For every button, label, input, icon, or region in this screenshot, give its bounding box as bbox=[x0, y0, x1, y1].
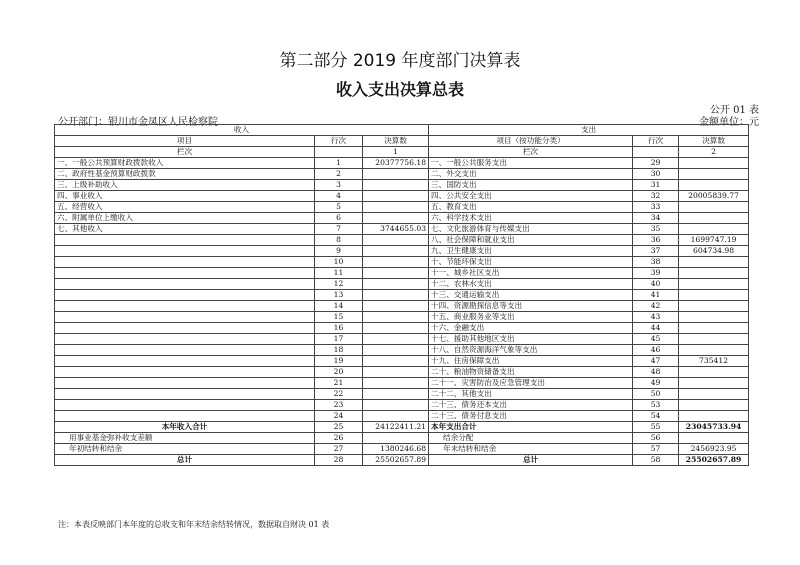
income-item bbox=[55, 345, 315, 356]
table-row bbox=[55, 246, 749, 257]
table-row bbox=[55, 180, 749, 191]
grand-expense-label: 总计 bbox=[429, 455, 633, 466]
expense-item: 五、教育支出 bbox=[429, 202, 633, 213]
expense-amount bbox=[679, 389, 749, 400]
form-number: 公开 01 表 bbox=[709, 105, 759, 116]
income-item bbox=[55, 290, 315, 301]
expense-amount bbox=[679, 290, 749, 301]
expense-amount bbox=[679, 213, 749, 224]
expense-row-no: 54 bbox=[633, 411, 679, 422]
income-header: 收入 bbox=[55, 125, 429, 136]
expense-amount bbox=[679, 202, 749, 213]
income-amount bbox=[363, 301, 429, 312]
total-income-no: 25 bbox=[315, 422, 363, 433]
expense-row-no: 37 bbox=[633, 246, 679, 257]
expense-item: 八、社会保障和就业支出 bbox=[429, 235, 633, 246]
income-amount bbox=[363, 257, 429, 268]
grand-total-row bbox=[55, 455, 749, 466]
distribution-label: 结余分配 bbox=[429, 433, 633, 444]
expense-item: 十三、交通运输支出 bbox=[429, 290, 633, 301]
income-amount bbox=[363, 213, 429, 224]
grand-expense-amount: 25502657.89 bbox=[679, 455, 749, 466]
expense-amount bbox=[679, 257, 749, 268]
expense-amount bbox=[679, 268, 749, 279]
expense-item: 十、节能环保支出 bbox=[429, 257, 633, 268]
expense-row-no: 33 bbox=[633, 202, 679, 213]
table-row bbox=[55, 169, 749, 180]
expense-row-no: 45 bbox=[633, 334, 679, 345]
expense-amount bbox=[679, 345, 749, 356]
expense-row-no: 30 bbox=[633, 169, 679, 180]
expense-item: 十二、农林水支出 bbox=[429, 279, 633, 290]
table-row bbox=[55, 202, 749, 213]
table-row bbox=[55, 224, 749, 235]
expense-row-no: 42 bbox=[633, 301, 679, 312]
expense-amount bbox=[679, 169, 749, 180]
income-amount bbox=[363, 323, 429, 334]
expense-item: 二、外交支出 bbox=[429, 169, 633, 180]
expense-row-no: 29 bbox=[633, 158, 679, 169]
income-row-no: 6 bbox=[315, 213, 363, 224]
table-row bbox=[55, 213, 749, 224]
seq-expense: 2 bbox=[679, 147, 749, 158]
expense-item: 十一、城乡社区支出 bbox=[429, 268, 633, 279]
total-expense-label: 本年支出合计 bbox=[429, 422, 633, 433]
income-amount bbox=[363, 345, 429, 356]
carry-out-label: 年末结转和结余 bbox=[429, 444, 633, 455]
expense-row-no: 39 bbox=[633, 268, 679, 279]
expense-row-no: 44 bbox=[633, 323, 679, 334]
total-expense-amount: 23045733.94 bbox=[679, 422, 749, 433]
expense-amount bbox=[679, 334, 749, 345]
expense-amount: 1699747.19 bbox=[679, 235, 749, 246]
grand-expense-no: 58 bbox=[633, 455, 679, 466]
expense-row-no: 35 bbox=[633, 224, 679, 235]
reserve-row bbox=[55, 433, 749, 444]
grand-income-amount: 25502657.89 bbox=[363, 455, 429, 466]
expense-row-no: 47 bbox=[633, 356, 679, 367]
income-row-no: 21 bbox=[315, 378, 363, 389]
col-item: 项目 bbox=[55, 136, 315, 147]
seq-income: 1 bbox=[363, 147, 429, 158]
table-row bbox=[55, 389, 749, 400]
income-row-no: 2 bbox=[315, 169, 363, 180]
income-row-no: 19 bbox=[315, 356, 363, 367]
income-amount bbox=[363, 378, 429, 389]
expense-row-no: 40 bbox=[633, 279, 679, 290]
expense-amount bbox=[679, 301, 749, 312]
income-item bbox=[55, 279, 315, 290]
income-amount: 3744655.03 bbox=[363, 224, 429, 235]
income-row-no: 5 bbox=[315, 202, 363, 213]
income-item: 六、附属单位上缴收入 bbox=[55, 213, 315, 224]
income-row-no: 14 bbox=[315, 301, 363, 312]
income-row-no: 4 bbox=[315, 191, 363, 202]
expense-row-no: 49 bbox=[633, 378, 679, 389]
income-item bbox=[55, 268, 315, 279]
sequence-row bbox=[55, 147, 749, 158]
table-row bbox=[55, 257, 749, 268]
expense-item: 十七、援助其他地区支出 bbox=[429, 334, 633, 345]
income-item: 一、一般公共预算财政拨款收入 bbox=[55, 158, 315, 169]
carry-row bbox=[55, 444, 749, 455]
seq-label: 栏次 bbox=[55, 147, 315, 158]
carry-in-label: 年初结转和结余 bbox=[55, 444, 315, 455]
income-item: 三、上级补助收入 bbox=[55, 180, 315, 191]
expense-item: 九、卫生健康支出 bbox=[429, 246, 633, 257]
income-item bbox=[55, 246, 315, 257]
table-row bbox=[55, 378, 749, 389]
income-item bbox=[55, 334, 315, 345]
expense-amount bbox=[679, 378, 749, 389]
table-row bbox=[55, 191, 749, 202]
expense-amount: 20005839.77 bbox=[679, 191, 749, 202]
expense-row-no: 41 bbox=[633, 290, 679, 301]
income-row-no: 12 bbox=[315, 279, 363, 290]
expense-item: 十四、资源勘探信息等支出 bbox=[429, 301, 633, 312]
expense-item: 二十三、债务付息支出 bbox=[429, 411, 633, 422]
income-item: 二、政府性基金预算财政拨款 bbox=[55, 169, 315, 180]
table-row bbox=[55, 301, 749, 312]
income-row-no: 7 bbox=[315, 224, 363, 235]
table-row bbox=[55, 367, 749, 378]
table-title: 收入支出决算总表 bbox=[335, 80, 464, 99]
expense-row-no: 43 bbox=[633, 312, 679, 323]
table-row bbox=[55, 312, 749, 323]
expense-item: 十六、金融支出 bbox=[429, 323, 633, 334]
expense-item: 二十二、其他支出 bbox=[429, 389, 633, 400]
distribution-no: 56 bbox=[633, 433, 679, 444]
table-row bbox=[55, 345, 749, 356]
income-row-no: 11 bbox=[315, 268, 363, 279]
expense-amount bbox=[679, 279, 749, 290]
expense-item: 三、国防支出 bbox=[429, 180, 633, 191]
footnote: 注：本表反映部门本年度的总收支和年末结余结转情况，数据取自财决 01 表 bbox=[58, 520, 330, 529]
expense-row-no: 46 bbox=[633, 345, 679, 356]
income-amount: 20377756.18 bbox=[363, 158, 429, 169]
col-amount: 决算数 bbox=[363, 136, 429, 147]
income-amount bbox=[363, 356, 429, 367]
total-row bbox=[55, 422, 749, 433]
total-expense-no: 55 bbox=[633, 422, 679, 433]
income-item bbox=[55, 378, 315, 389]
income-amount bbox=[363, 389, 429, 400]
expense-amount: 735412 bbox=[679, 356, 749, 367]
expense-row-no: 31 bbox=[633, 180, 679, 191]
income-row-no: 8 bbox=[315, 235, 363, 246]
budget-summary-table bbox=[54, 124, 749, 466]
carry-out-no: 57 bbox=[633, 444, 679, 455]
expense-header: 支出 bbox=[429, 125, 749, 136]
expense-item: 七、文化旅游体育与传媒支出 bbox=[429, 224, 633, 235]
grand-income-label: 总计 bbox=[55, 455, 315, 466]
income-item bbox=[55, 235, 315, 246]
income-item bbox=[55, 301, 315, 312]
income-item bbox=[55, 356, 315, 367]
table-row bbox=[55, 290, 749, 301]
income-amount bbox=[363, 334, 429, 345]
expense-item: 十八、自然资源海洋气象等支出 bbox=[429, 345, 633, 356]
income-amount bbox=[363, 169, 429, 180]
income-row-no: 18 bbox=[315, 345, 363, 356]
table-row bbox=[55, 356, 749, 367]
income-row-no: 15 bbox=[315, 312, 363, 323]
income-amount bbox=[363, 279, 429, 290]
column-header-row bbox=[55, 136, 749, 147]
income-item: 四、事业收入 bbox=[55, 191, 315, 202]
expense-row-no: 53 bbox=[633, 400, 679, 411]
expense-item: 四、公共安全支出 bbox=[429, 191, 633, 202]
expense-row-no: 36 bbox=[633, 235, 679, 246]
seq-label-expense: 栏次 bbox=[429, 147, 633, 158]
expense-row-no: 38 bbox=[633, 257, 679, 268]
income-item bbox=[55, 389, 315, 400]
expense-amount bbox=[679, 158, 749, 169]
total-income-amount: 24122411.21 bbox=[363, 422, 429, 433]
expense-item: 二十、粮油物资储备支出 bbox=[429, 367, 633, 378]
expense-amount bbox=[679, 323, 749, 334]
table-row bbox=[55, 334, 749, 345]
income-item bbox=[55, 312, 315, 323]
income-row-no: 3 bbox=[315, 180, 363, 191]
income-row-no: 17 bbox=[315, 334, 363, 345]
income-item bbox=[55, 411, 315, 422]
income-row-no: 23 bbox=[315, 400, 363, 411]
expense-row-no: 32 bbox=[633, 191, 679, 202]
income-item bbox=[55, 367, 315, 378]
table-row bbox=[55, 268, 749, 279]
income-item bbox=[55, 323, 315, 334]
expense-amount bbox=[679, 312, 749, 323]
unit-label: 金额单位：元 bbox=[699, 117, 759, 128]
income-row-no: 10 bbox=[315, 257, 363, 268]
col-amount-expense: 决算数 bbox=[679, 136, 749, 147]
income-amount bbox=[363, 191, 429, 202]
col-item-expense: 项目（按功能分类） bbox=[429, 136, 633, 147]
col-row-no: 行次 bbox=[315, 136, 363, 147]
total-income-label: 本年收入合计 bbox=[55, 422, 315, 433]
income-amount bbox=[363, 400, 429, 411]
reserve-label: 用事业基金弥补收支差额 bbox=[55, 433, 315, 444]
expense-row-no: 34 bbox=[633, 213, 679, 224]
income-amount bbox=[363, 180, 429, 191]
income-row-no: 22 bbox=[315, 389, 363, 400]
table-row bbox=[55, 235, 749, 246]
section-header-row bbox=[55, 125, 749, 136]
expense-amount bbox=[679, 367, 749, 378]
income-row-no: 20 bbox=[315, 367, 363, 378]
expense-amount: 604734.98 bbox=[679, 246, 749, 257]
carry-in-amount: 1380246.68 bbox=[363, 444, 429, 455]
income-amount bbox=[363, 290, 429, 301]
expense-item: 二十一、灾害防治及应急管理支出 bbox=[429, 378, 633, 389]
table-row bbox=[55, 400, 749, 411]
expense-item: 二十三、债务还本支出 bbox=[429, 400, 633, 411]
income-item bbox=[55, 257, 315, 268]
income-item: 七、其他收入 bbox=[55, 224, 315, 235]
expense-amount bbox=[679, 224, 749, 235]
expense-row-no: 48 bbox=[633, 367, 679, 378]
grand-income-no: 28 bbox=[315, 455, 363, 466]
income-amount bbox=[363, 367, 429, 378]
expense-item: 一、一般公共服务支出 bbox=[429, 158, 633, 169]
income-row-no: 9 bbox=[315, 246, 363, 257]
income-item: 五、经营收入 bbox=[55, 202, 315, 213]
expense-item: 十五、商业服务业等支出 bbox=[429, 312, 633, 323]
income-item bbox=[55, 400, 315, 411]
expense-item: 六、科学技术支出 bbox=[429, 213, 633, 224]
reserve-no: 26 bbox=[315, 433, 363, 444]
income-row-no: 16 bbox=[315, 323, 363, 334]
income-amount bbox=[363, 268, 429, 279]
expense-amount bbox=[679, 411, 749, 422]
income-row-no: 1 bbox=[315, 158, 363, 169]
document-title: 第二部分 2019 年度部门决算表 bbox=[279, 51, 521, 71]
table-row bbox=[55, 158, 749, 169]
col-row-no-expense: 行次 bbox=[633, 136, 679, 147]
carry-in-no: 27 bbox=[315, 444, 363, 455]
expense-row-no: 50 bbox=[633, 389, 679, 400]
department-label: 公开部门：银川市金凤区人民检察院 bbox=[58, 117, 218, 128]
expense-item: 十九、住房保障支出 bbox=[429, 356, 633, 367]
income-amount bbox=[363, 312, 429, 323]
income-amount bbox=[363, 246, 429, 257]
income-amount bbox=[363, 235, 429, 246]
income-amount bbox=[363, 202, 429, 213]
carry-out-amount: 2456923.95 bbox=[679, 444, 749, 455]
income-amount bbox=[363, 411, 429, 422]
income-row-no: 13 bbox=[315, 290, 363, 301]
income-row-no: 24 bbox=[315, 411, 363, 422]
expense-amount bbox=[679, 400, 749, 411]
table-row bbox=[55, 411, 749, 422]
table-row bbox=[55, 279, 749, 290]
expense-amount bbox=[679, 180, 749, 191]
table-row bbox=[55, 323, 749, 334]
